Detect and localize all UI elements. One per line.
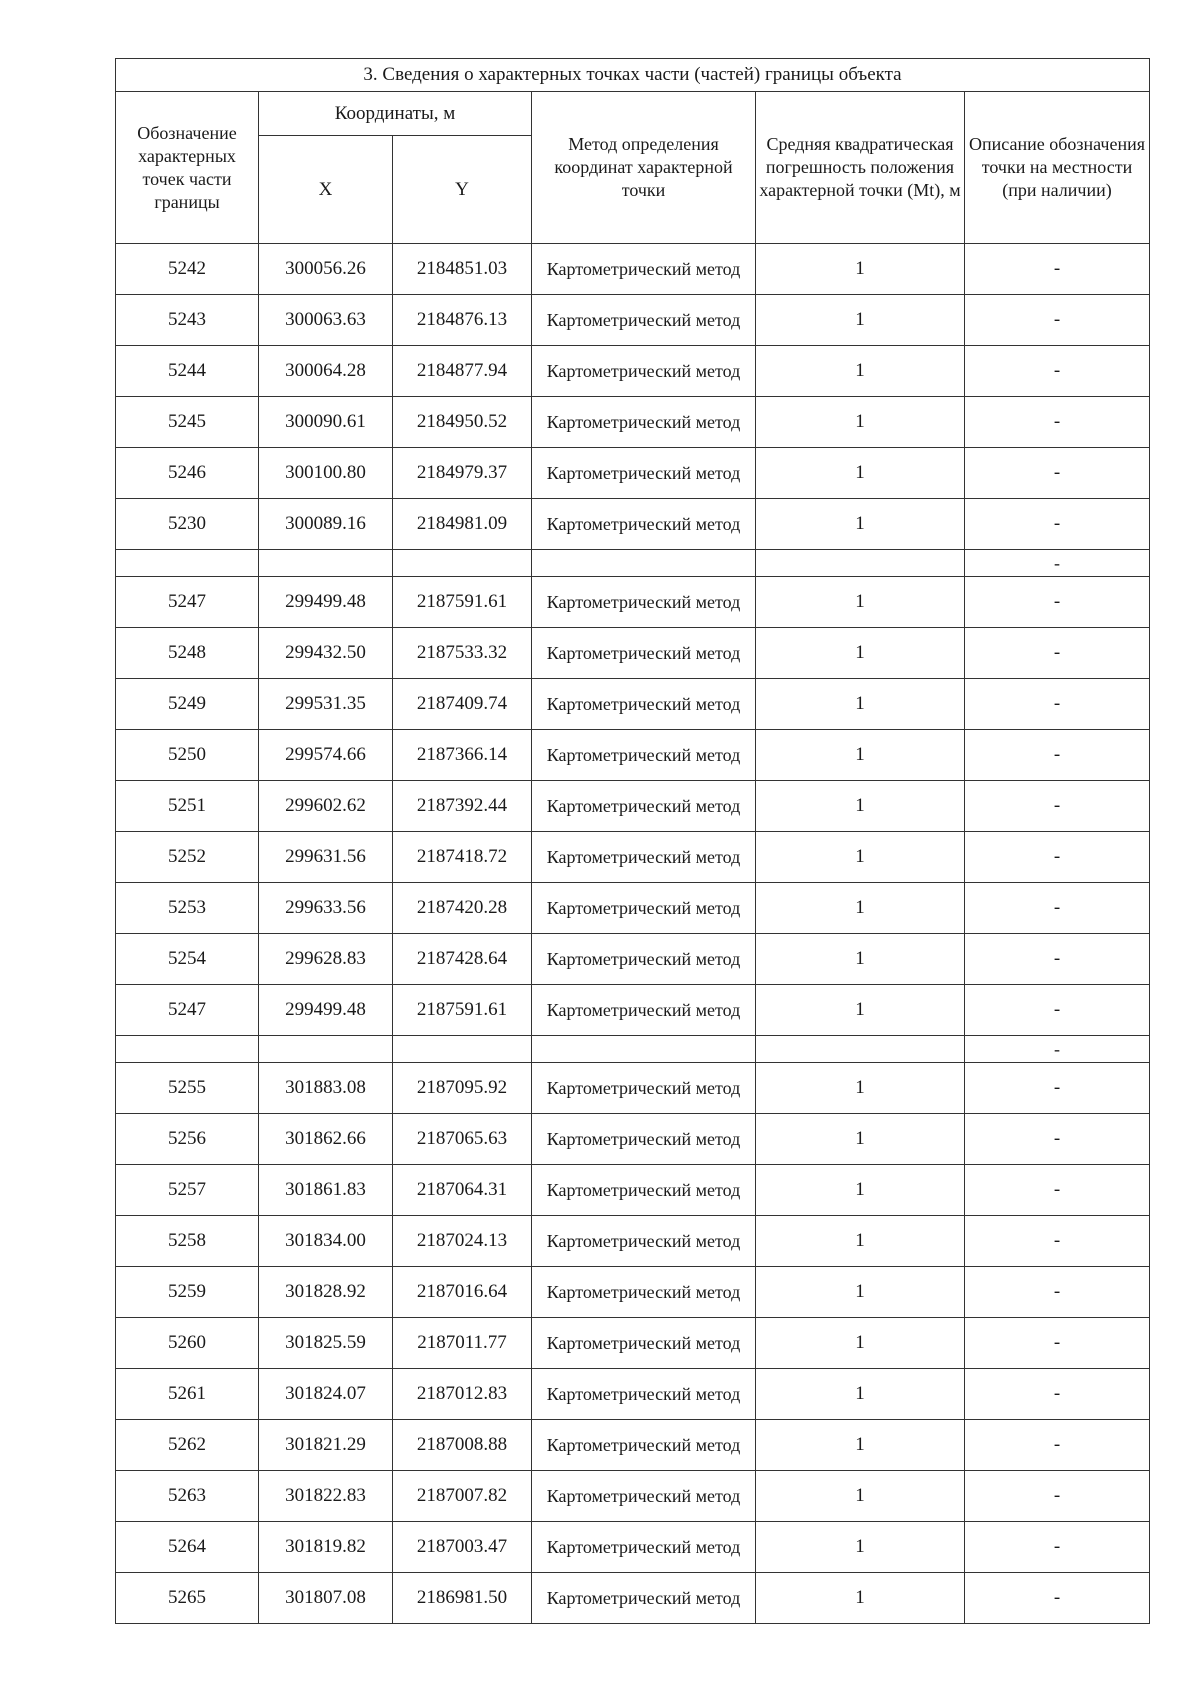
point-cell: 5253	[116, 883, 259, 934]
table-row	[116, 1216, 1150, 1267]
y-cell: 2187012.83	[393, 1369, 532, 1420]
description-cell: -	[965, 550, 1150, 577]
table-row	[116, 832, 1150, 883]
y-cell: 2187024.13	[393, 1216, 532, 1267]
y-cell: 2187008.88	[393, 1420, 532, 1471]
point-cell: 5263	[116, 1471, 259, 1522]
table-body	[116, 244, 1150, 1624]
x-cell: 301822.83	[259, 1471, 393, 1522]
y-cell: 2187420.28	[393, 883, 532, 934]
x-cell: 299432.50	[259, 628, 393, 679]
boundary-points-table	[115, 58, 1150, 1624]
accuracy-cell: 1	[756, 1522, 965, 1573]
table-title: 3. Сведения о характерных точках части (частей) границы объекта	[116, 59, 1150, 92]
accuracy-cell: 1	[756, 499, 965, 550]
method-cell: Картометрический метод	[532, 883, 756, 934]
table-row	[116, 1573, 1150, 1624]
y-cell: 2187095.92	[393, 1063, 532, 1114]
description-cell: -	[965, 1369, 1150, 1420]
table-row	[116, 1471, 1150, 1522]
point-cell: 5255	[116, 1063, 259, 1114]
method-cell: Картометрический метод	[532, 1369, 756, 1420]
x-cell	[259, 550, 393, 577]
table-row	[116, 1420, 1150, 1471]
method-cell: Картометрический метод	[532, 832, 756, 883]
description-cell: -	[965, 397, 1150, 448]
method-cell: Картометрический метод	[532, 1420, 756, 1471]
point-cell: 5252	[116, 832, 259, 883]
point-cell: 5257	[116, 1165, 259, 1216]
point-cell	[116, 550, 259, 577]
accuracy-cell: 1	[756, 1114, 965, 1165]
point-cell: 5251	[116, 781, 259, 832]
method-cell: Картометрический метод	[532, 1573, 756, 1624]
x-cell: 301834.00	[259, 1216, 393, 1267]
point-cell: 5245	[116, 397, 259, 448]
table-row	[116, 1369, 1150, 1420]
table-row	[116, 1063, 1150, 1114]
x-cell: 299633.56	[259, 883, 393, 934]
table-row	[116, 730, 1150, 781]
point-cell: 5262	[116, 1420, 259, 1471]
table-row	[116, 1165, 1150, 1216]
method-cell: Картометрический метод	[532, 295, 756, 346]
accuracy-cell	[756, 1036, 965, 1063]
table-row	[116, 934, 1150, 985]
method-cell: Картометрический метод	[532, 781, 756, 832]
x-cell: 300100.80	[259, 448, 393, 499]
table-row	[116, 1318, 1150, 1369]
x-cell: 299628.83	[259, 934, 393, 985]
point-cell: 5243	[116, 295, 259, 346]
method-cell: Картометрический метод	[532, 577, 756, 628]
table-row	[116, 1114, 1150, 1165]
y-cell: 2187064.31	[393, 1165, 532, 1216]
y-cell	[393, 1036, 532, 1063]
method-cell: Картометрический метод	[532, 934, 756, 985]
point-cell: 5247	[116, 577, 259, 628]
accuracy-cell: 1	[756, 1471, 965, 1522]
table-row	[116, 448, 1150, 499]
y-cell: 2187428.64	[393, 934, 532, 985]
description-cell: -	[965, 1216, 1150, 1267]
description-cell: -	[965, 1318, 1150, 1369]
table-row	[116, 1522, 1150, 1573]
accuracy-cell: 1	[756, 577, 965, 628]
description-cell: -	[965, 730, 1150, 781]
y-cell: 2184851.03	[393, 244, 532, 295]
point-cell: 5230	[116, 499, 259, 550]
method-cell: Картометрический метод	[532, 730, 756, 781]
y-cell: 2186981.50	[393, 1573, 532, 1624]
description-cell: -	[965, 679, 1150, 730]
table-row	[116, 985, 1150, 1036]
header-x: X	[259, 136, 393, 244]
x-cell: 301828.92	[259, 1267, 393, 1318]
method-cell: Картометрический метод	[532, 1318, 756, 1369]
method-cell: Картометрический метод	[532, 679, 756, 730]
accuracy-cell: 1	[756, 832, 965, 883]
description-cell: -	[965, 1267, 1150, 1318]
x-cell: 300089.16	[259, 499, 393, 550]
point-cell: 5244	[116, 346, 259, 397]
x-cell: 300064.28	[259, 346, 393, 397]
method-cell: Картометрический метод	[532, 244, 756, 295]
accuracy-cell: 1	[756, 1573, 965, 1624]
y-cell: 2187418.72	[393, 832, 532, 883]
x-cell: 300063.63	[259, 295, 393, 346]
y-cell: 2187366.14	[393, 730, 532, 781]
method-cell: Картометрический метод	[532, 985, 756, 1036]
table-row	[116, 244, 1150, 295]
method-cell	[532, 550, 756, 577]
point-cell: 5249	[116, 679, 259, 730]
description-cell: -	[965, 1063, 1150, 1114]
header-y: Y	[393, 136, 532, 244]
description-cell: -	[965, 1573, 1150, 1624]
header-accuracy: Средняя квадратическая погрешность положения характерной точки (Mt), м	[756, 92, 965, 244]
point-cell	[116, 1036, 259, 1063]
x-cell: 301821.29	[259, 1420, 393, 1471]
table-row	[116, 628, 1150, 679]
point-cell: 5265	[116, 1573, 259, 1624]
y-cell	[393, 550, 532, 577]
table-row	[116, 1267, 1150, 1318]
y-cell: 2184877.94	[393, 346, 532, 397]
accuracy-cell	[756, 550, 965, 577]
method-cell: Картометрический метод	[532, 397, 756, 448]
x-cell: 299499.48	[259, 985, 393, 1036]
x-cell: 301825.59	[259, 1318, 393, 1369]
description-cell: -	[965, 244, 1150, 295]
accuracy-cell: 1	[756, 730, 965, 781]
point-cell: 5254	[116, 934, 259, 985]
description-cell: -	[965, 577, 1150, 628]
table-row	[116, 781, 1150, 832]
description-cell: -	[965, 346, 1150, 397]
x-cell	[259, 1036, 393, 1063]
y-cell: 2187011.77	[393, 1318, 532, 1369]
y-cell: 2184979.37	[393, 448, 532, 499]
point-cell: 5256	[116, 1114, 259, 1165]
method-cell: Картометрический метод	[532, 1267, 756, 1318]
x-cell: 301819.82	[259, 1522, 393, 1573]
accuracy-cell: 1	[756, 295, 965, 346]
point-cell: 5259	[116, 1267, 259, 1318]
accuracy-cell: 1	[756, 679, 965, 730]
description-cell: -	[965, 781, 1150, 832]
description-cell: -	[965, 499, 1150, 550]
accuracy-cell: 1	[756, 781, 965, 832]
point-cell: 5248	[116, 628, 259, 679]
point-cell: 5250	[116, 730, 259, 781]
x-cell: 299531.35	[259, 679, 393, 730]
accuracy-cell: 1	[756, 1165, 965, 1216]
method-cell: Картометрический метод	[532, 499, 756, 550]
separator-row	[116, 550, 1150, 577]
header-description: Описание обозначения точки на местности (при наличии)	[965, 92, 1150, 244]
accuracy-cell: 1	[756, 985, 965, 1036]
x-cell: 299574.66	[259, 730, 393, 781]
method-cell: Картометрический метод	[532, 628, 756, 679]
y-cell: 2187392.44	[393, 781, 532, 832]
x-cell: 300056.26	[259, 244, 393, 295]
description-cell: -	[965, 448, 1150, 499]
y-cell: 2187591.61	[393, 985, 532, 1036]
description-cell: -	[965, 1420, 1150, 1471]
description-cell: -	[965, 1471, 1150, 1522]
description-cell: -	[965, 985, 1150, 1036]
header-coordinates: Координаты, м	[259, 92, 532, 136]
y-cell: 2184981.09	[393, 499, 532, 550]
accuracy-cell: 1	[756, 1267, 965, 1318]
accuracy-cell: 1	[756, 1318, 965, 1369]
x-cell: 301824.07	[259, 1369, 393, 1420]
y-cell: 2184876.13	[393, 295, 532, 346]
x-cell: 299499.48	[259, 577, 393, 628]
method-cell: Картометрический метод	[532, 1063, 756, 1114]
accuracy-cell: 1	[756, 883, 965, 934]
y-cell: 2187591.61	[393, 577, 532, 628]
point-cell: 5264	[116, 1522, 259, 1573]
point-cell: 5246	[116, 448, 259, 499]
method-cell: Картометрический метод	[532, 1522, 756, 1573]
x-cell: 301883.08	[259, 1063, 393, 1114]
description-cell: -	[965, 883, 1150, 934]
method-cell: Картометрический метод	[532, 1471, 756, 1522]
x-cell: 301862.66	[259, 1114, 393, 1165]
description-cell: -	[965, 934, 1150, 985]
separator-row	[116, 1036, 1150, 1063]
description-cell: -	[965, 832, 1150, 883]
table-row	[116, 397, 1150, 448]
description-cell: -	[965, 1114, 1150, 1165]
point-cell: 5247	[116, 985, 259, 1036]
method-cell: Картометрический метод	[532, 448, 756, 499]
point-cell: 5242	[116, 244, 259, 295]
method-cell: Картометрический метод	[532, 1165, 756, 1216]
accuracy-cell: 1	[756, 934, 965, 985]
x-cell: 301807.08	[259, 1573, 393, 1624]
description-cell: -	[965, 1522, 1150, 1573]
y-cell: 2187065.63	[393, 1114, 532, 1165]
header-point-designation: Обозначение характерных точек части границы	[116, 92, 259, 244]
point-cell: 5258	[116, 1216, 259, 1267]
x-cell: 301861.83	[259, 1165, 393, 1216]
header-method: Метод определения координат характерной точки	[532, 92, 756, 244]
y-cell: 2187533.32	[393, 628, 532, 679]
accuracy-cell: 1	[756, 1369, 965, 1420]
table-row	[116, 577, 1150, 628]
table-row	[116, 883, 1150, 934]
table-row	[116, 295, 1150, 346]
point-cell: 5261	[116, 1369, 259, 1420]
y-cell: 2187003.47	[393, 1522, 532, 1573]
accuracy-cell: 1	[756, 1420, 965, 1471]
method-cell: Картометрический метод	[532, 346, 756, 397]
accuracy-cell: 1	[756, 1216, 965, 1267]
method-cell: Картометрический метод	[532, 1114, 756, 1165]
accuracy-cell: 1	[756, 397, 965, 448]
y-cell: 2184950.52	[393, 397, 532, 448]
point-cell: 5260	[116, 1318, 259, 1369]
x-cell: 299602.62	[259, 781, 393, 832]
table-row	[116, 499, 1150, 550]
y-cell: 2187409.74	[393, 679, 532, 730]
accuracy-cell: 1	[756, 448, 965, 499]
method-cell: Картометрический метод	[532, 1216, 756, 1267]
x-cell: 299631.56	[259, 832, 393, 883]
accuracy-cell: 1	[756, 1063, 965, 1114]
description-cell: -	[965, 1165, 1150, 1216]
y-cell: 2187016.64	[393, 1267, 532, 1318]
description-cell: -	[965, 295, 1150, 346]
accuracy-cell: 1	[756, 628, 965, 679]
table-row	[116, 679, 1150, 730]
accuracy-cell: 1	[756, 346, 965, 397]
table-row	[116, 346, 1150, 397]
y-cell: 2187007.82	[393, 1471, 532, 1522]
description-cell: -	[965, 1036, 1150, 1063]
accuracy-cell: 1	[756, 244, 965, 295]
description-cell: -	[965, 628, 1150, 679]
method-cell	[532, 1036, 756, 1063]
x-cell: 300090.61	[259, 397, 393, 448]
